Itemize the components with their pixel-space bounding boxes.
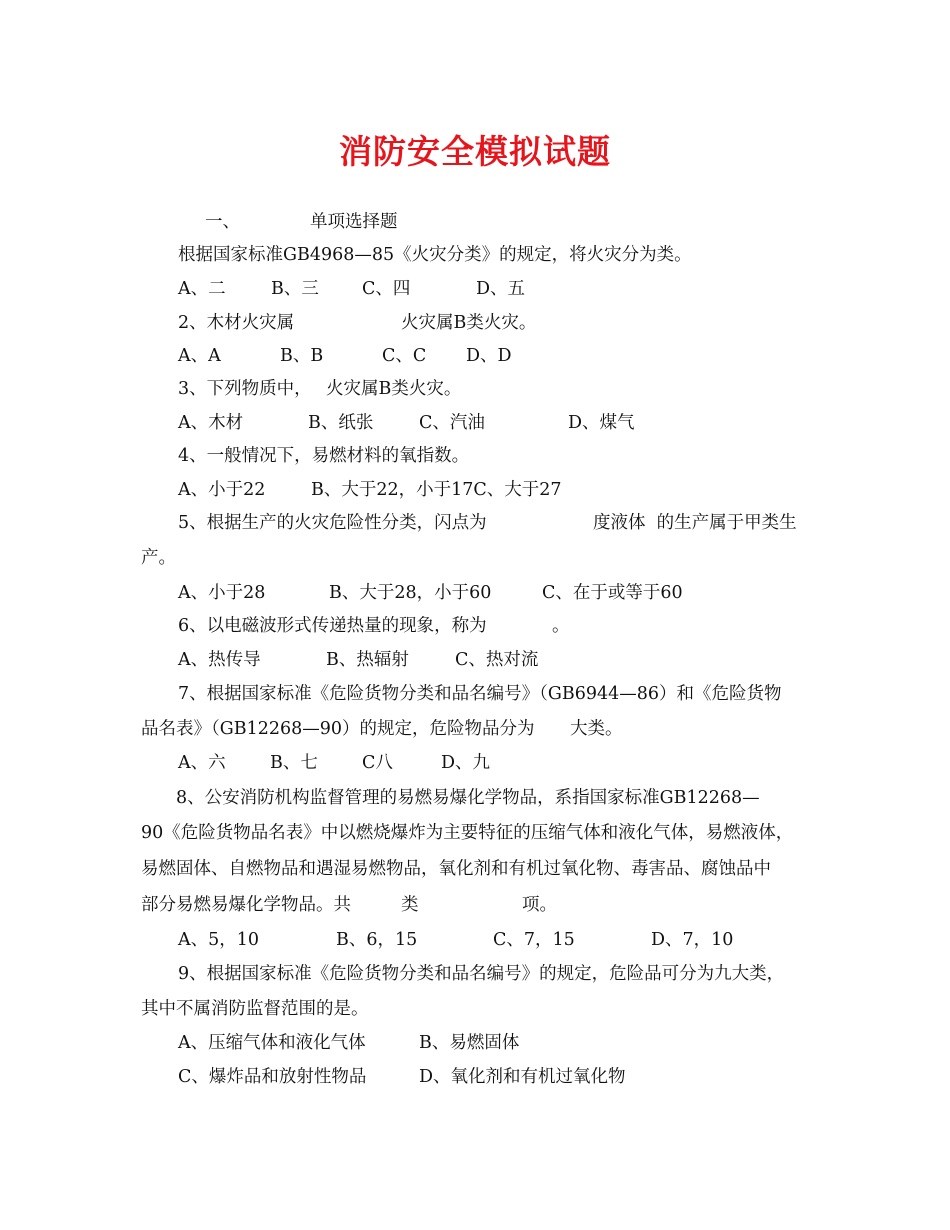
- question-8-blank-item: 项。: [522, 895, 557, 915]
- q6-option-b: B、热辐射: [326, 650, 409, 670]
- q1-option-b: B、三: [271, 279, 319, 299]
- question-2-start: 2、木材火灾属: [178, 313, 295, 333]
- question-1: 根据国家标准GB4968—85《火灾分类》的规定，将火灾分为类。: [178, 245, 692, 265]
- q9-option-b: B、易燃固体: [419, 1033, 520, 1053]
- question-9-line-1: 9、根据国家标准《危险货物分类和品名编号》的规定，危险品可分为九大类，: [178, 964, 785, 984]
- question-8-line-2: 90《危险货物品名表》中以燃烧爆炸为主要特征的压缩气体和液化气体，易燃液体，: [141, 823, 794, 843]
- q3-option-d: D、煤气: [568, 413, 635, 433]
- question-8-line-4: 部分易燃易爆化学物品。共: [141, 895, 351, 915]
- question-7-line-1: 7、根据国家标准《危险货物分类和品名编号》（GB6944—86）和《危险货物: [178, 684, 782, 704]
- q2-option-d: D、D: [466, 346, 512, 366]
- q1-option-c: C、四: [362, 279, 411, 299]
- q1-option-a: A、二: [178, 279, 226, 299]
- q5-option-c: C、在于或等于60: [542, 583, 683, 603]
- q8-option-c: C、7，15: [493, 930, 575, 950]
- q8-option-b: B、6，15: [336, 930, 418, 950]
- q7-option-a: A、六: [178, 753, 226, 773]
- section-number: 一、: [205, 212, 240, 232]
- q7-option-d: D、九: [441, 753, 491, 773]
- document-title: 消防安全模拟试题: [339, 132, 611, 171]
- question-5-start: 5、根据生产的火灾危险性分类，闪点为: [178, 513, 487, 533]
- question-8-blank-class: 类: [401, 895, 419, 915]
- question-7-line-2: 品名表》（GB12268—90）的规定，危险物品分为: [141, 719, 535, 739]
- question-5-mid: 度液体 的生产属于甲类生: [593, 513, 797, 533]
- question-6-end: 。: [552, 616, 570, 636]
- q1-option-d: D、五: [476, 279, 526, 299]
- q9-option-c: C、爆炸品和放射性物品: [178, 1067, 367, 1087]
- q7-option-c: C八: [362, 753, 393, 773]
- q2-option-c: C、C: [382, 346, 427, 366]
- question-7-line-2-end: 大类。: [570, 719, 623, 739]
- q6-option-c: C、热对流: [455, 650, 539, 670]
- q3-option-a: A、木材: [178, 413, 244, 433]
- q8-option-d: D、7，10: [651, 930, 734, 950]
- question-4: 4、一般情况下，易燃材料的氧指数。: [178, 446, 470, 466]
- question-9-line-2: 其中不属消防监督范围的是。: [141, 999, 369, 1019]
- question-6: 6、以电磁波形式传递热量的现象，称为: [178, 616, 487, 636]
- q5-option-b: B、大于28，小于60: [329, 583, 492, 603]
- q2-option-b: B、B: [280, 346, 324, 366]
- q3-option-c: C、汽油: [419, 413, 485, 433]
- q4-option-bc: B、大于22，小于17C、大于27: [311, 480, 562, 500]
- q4-option-a: A、小于22: [178, 480, 266, 500]
- question-8-line-3: 易燃固体、自燃物品和遇湿易燃物品，氧化剂和有机过氧化物、毒害品、腐蚀品中: [141, 859, 771, 879]
- q2-option-a: A、A: [178, 346, 221, 366]
- question-3-end: 火灾属B类火灾。: [326, 379, 462, 399]
- q3-option-b: B、纸张: [308, 413, 374, 433]
- q8-option-a: A、5，10: [178, 930, 260, 950]
- section-heading: 单项选择题: [310, 212, 398, 232]
- q6-option-a: A、热传导: [178, 650, 261, 670]
- q9-option-d: D、氧化剂和有机过氧化物: [419, 1067, 626, 1087]
- q5-option-a: A、小于28: [178, 583, 266, 603]
- question-5-end: 产。: [141, 548, 176, 568]
- question-2-end: 火灾属B类火灾。: [401, 313, 537, 333]
- question-8-line-1: 8、公安消防机构监督管理的易燃易爆化学物品，系指国家标准GB12268—: [176, 788, 760, 808]
- q7-option-b: B、七: [270, 753, 318, 773]
- q9-option-a: A、压缩气体和液化气体: [178, 1033, 366, 1053]
- question-3-start: 3、下列物质中，: [178, 379, 312, 399]
